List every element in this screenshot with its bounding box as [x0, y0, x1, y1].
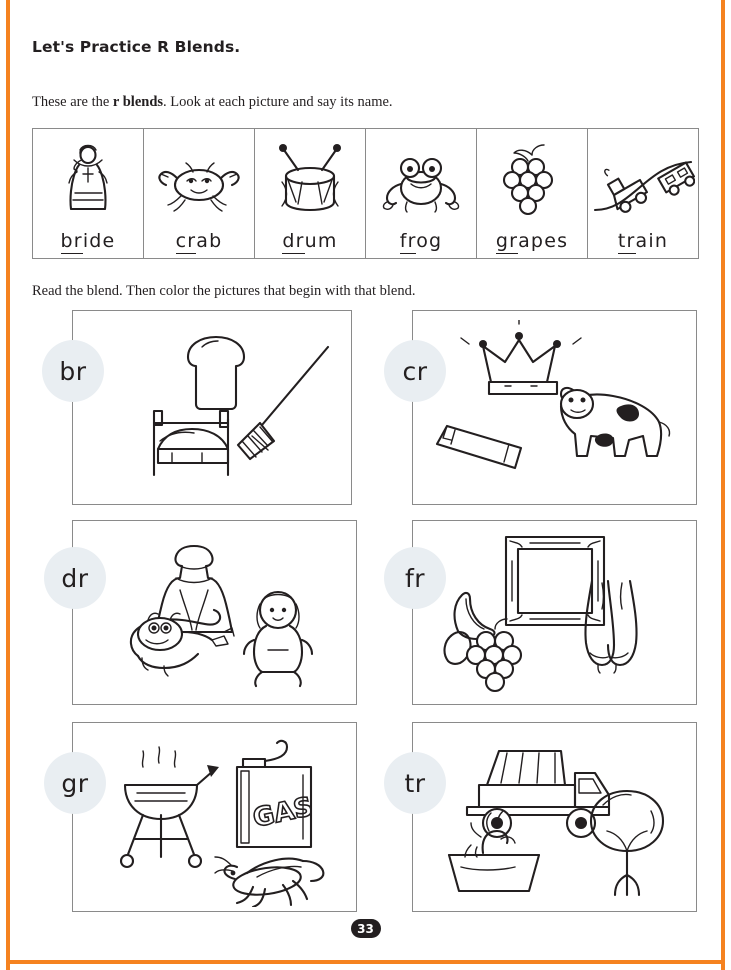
- word-cell-frog: [366, 129, 477, 258]
- grill-icon: [121, 747, 219, 867]
- page-border-right: [721, 0, 725, 970]
- intro-suffix: . Look at each picture and say its name.: [163, 94, 393, 110]
- grasshopper-icon: [215, 857, 323, 907]
- word-label: crab: [175, 230, 223, 252]
- crab-icon: [144, 129, 254, 230]
- practice-box-gr: [72, 722, 357, 912]
- truck-icon: [467, 751, 609, 837]
- practice-pictures-tr: [413, 723, 696, 911]
- practice-box-dr: [72, 520, 357, 705]
- practice-pictures-dr: [73, 521, 356, 704]
- word-label: train: [617, 230, 669, 252]
- practice-box-fr: [412, 520, 697, 705]
- crown-icon: [461, 320, 581, 394]
- practice-box-br: [72, 310, 352, 505]
- gr-pictures: [107, 727, 352, 907]
- worksheet-sheet: [12, 0, 719, 960]
- instruction-text: Read the blend. Then color the pictures that begin with that blend.: [32, 283, 416, 299]
- br-pictures: [142, 323, 342, 493]
- page-border-left: [6, 0, 10, 970]
- broom-icon: [238, 347, 328, 459]
- word-cell-drum: [255, 129, 366, 258]
- train-icon: [588, 129, 698, 230]
- blend-badge-cr: cr: [384, 340, 446, 402]
- blend-badge-dr: dr: [44, 547, 106, 609]
- practice-box-cr: [412, 310, 697, 505]
- intro-prefix: These are the: [32, 94, 113, 110]
- tr-pictures: [427, 727, 682, 907]
- word-label: grapes: [495, 230, 569, 252]
- practice-pictures-br: [73, 311, 351, 504]
- page-border-bottom: [6, 960, 725, 964]
- crayon-icon: [437, 426, 521, 468]
- word-label: frog: [399, 230, 443, 252]
- word-label: bride: [60, 230, 116, 252]
- fruit-icon: [444, 593, 520, 691]
- frog-icon: [366, 129, 476, 230]
- frame-icon: [506, 537, 604, 625]
- word-strip: [32, 128, 699, 259]
- practice-pictures-cr: [413, 311, 696, 504]
- dragon-icon: [130, 610, 233, 676]
- word-cell-crab: [144, 129, 255, 258]
- intro-bold: r blends: [112, 94, 164, 110]
- bread-icon: [188, 337, 244, 409]
- cr-pictures: [425, 320, 685, 495]
- blend-badge-br: br: [42, 340, 104, 402]
- dr-pictures: [120, 528, 350, 698]
- svg-text:GAS: GAS: [250, 791, 316, 834]
- practice-pictures-fr: [413, 521, 696, 704]
- blend-badge-fr: fr: [384, 547, 446, 609]
- practice-box-tr: [412, 722, 697, 912]
- bride-icon: [33, 129, 143, 230]
- drum-icon: [255, 129, 365, 230]
- page-title: Let's Practice R Blends.: [32, 38, 241, 56]
- feet-icon: [585, 581, 636, 673]
- blend-badge-gr: gr: [44, 752, 106, 814]
- word-cell-bride: [33, 129, 144, 258]
- blend-badge-tr: tr: [384, 752, 446, 814]
- gas-can-icon: [237, 741, 315, 847]
- page-number: 33: [351, 919, 381, 938]
- cow-icon: [561, 388, 670, 456]
- fr-pictures: [430, 525, 680, 700]
- bed-icon: [154, 411, 228, 475]
- doll-icon: [244, 592, 312, 686]
- intro-text: [32, 94, 393, 111]
- grapes-icon: [477, 129, 587, 230]
- word-cell-train: [588, 129, 698, 258]
- practice-pictures-gr: [73, 723, 356, 911]
- word-cell-grapes: [477, 129, 588, 258]
- word-label: drum: [282, 230, 338, 252]
